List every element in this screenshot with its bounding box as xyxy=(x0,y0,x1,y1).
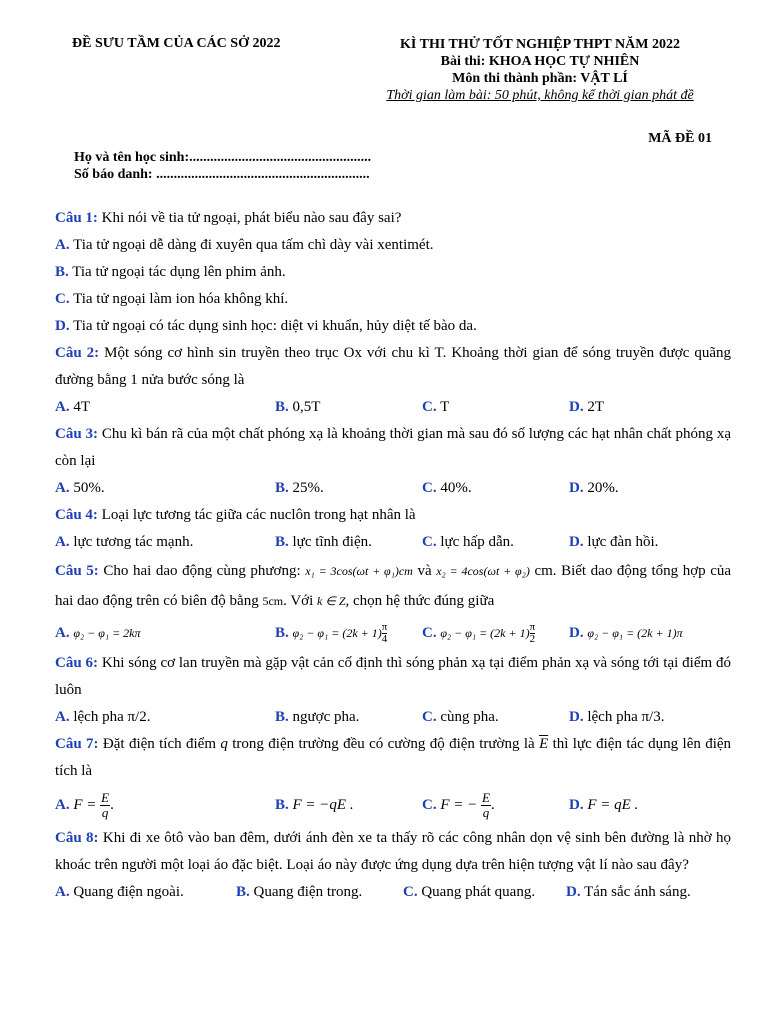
equation-x2: x₂ = 4cos(ωt + φ₂) xyxy=(436,564,530,578)
option: B. φ₂ − φ₁ = (2k + 1) $\frac{\pi}{4}$ xyxy=(275,621,388,646)
option: B. ngược pha. xyxy=(275,709,360,725)
option: C. Tia tử ngoại làm ion hóa không khí. xyxy=(55,291,289,307)
option: B. lực tĩnh điện. xyxy=(275,534,372,550)
student-name-line: Họ và tên học sinh:.................................................... xyxy=(74,150,372,165)
option: A. 50%. xyxy=(55,480,105,496)
questions-body xyxy=(55,205,731,906)
options-row xyxy=(55,785,731,825)
condition: k ∈ Z xyxy=(317,594,346,608)
option: D. lệch pha π/3. xyxy=(569,709,665,725)
question-6 xyxy=(55,650,731,704)
question-text: Chu kì bán rã của một chất phóng xạ là khoảng thời gian mà sau đó số lượng các hạt nhân chất phóng xạ còn lại xyxy=(55,426,732,469)
option: C. cùng pha. xyxy=(422,709,499,725)
question-text: Loại lực tương tác giữa các nuclôn trong hạt nhân là xyxy=(101,507,416,523)
question-5: Câu 5: Cho hai dao động cùng phương: x₁ = 3cos(ωt + φ₁)cm và x₂ = 4cos(ωt + φ₂) cm. Biết dao động tổng hợp của hai dao động trên có biên độ bằng 5cm. Với k ∈ Z, chọn hệ thức đúng giữa xyxy=(55,563,732,609)
equation-x1: x₁ = 3cos(ωt + φ₁)cm xyxy=(305,564,413,578)
options-row xyxy=(55,475,731,502)
question-8 xyxy=(55,825,731,879)
option: C. F = − $\frac{E}{q}$ . xyxy=(422,790,495,821)
options-row xyxy=(55,529,731,556)
option: D. φ₂ − φ₁ = (2k + 1)π xyxy=(569,625,683,641)
question-2 xyxy=(55,340,731,394)
question-3 xyxy=(55,421,731,475)
question-text: Khi đi xe ôtô vào ban đêm, dưới ánh đèn xe ta thấy rõ các công nhân dọn vệ sinh bên đường là nhờ họ khoác trên người một loại áo đặc biệt. Loại áo này được ứng dụng dựa trên hiện tượng vật lí nào sau đây? xyxy=(55,830,732,873)
option: A. F = $\frac{E}{q}$ . xyxy=(55,790,114,821)
question-label: Câu 3: xyxy=(55,426,98,442)
option: D. 20%. xyxy=(569,480,619,496)
question-1 xyxy=(55,205,731,232)
option: A. Tia tử ngoại dễ dàng đi xuyên qua tấm chì dày vài xentimét. xyxy=(55,237,434,253)
question-text: Khi nói về tia tử ngoại, phát biểu nào sau đây sai? xyxy=(101,210,402,226)
charge-symbol: q xyxy=(220,736,228,752)
student-id-line: Số báo danh: ............................................................. xyxy=(74,167,370,182)
question-7: Câu 7: Đặt điện tích điểm q trong điện trường đều có cường độ điện trường là $\overline{E}$ thì lực điện tác dụng lên điện tích là xyxy=(55,736,732,779)
source-heading: ĐỀ SƯU TẦM CỦA CÁC SỞ 2022 xyxy=(72,36,281,51)
question-label: Câu 7: xyxy=(55,736,99,752)
option: D. Tán sắc ánh sáng. xyxy=(566,884,691,900)
question-label: Câu 8: xyxy=(55,830,99,846)
option: D. 2T xyxy=(569,399,605,415)
options-row xyxy=(55,879,731,906)
exam-title: KÌ THI THỬ TỐT NGHIỆP THPT NĂM 2022 xyxy=(400,37,680,52)
option: C. lực hấp dẫn. xyxy=(422,534,514,550)
question-label: Câu 5: xyxy=(55,563,99,579)
question-4 xyxy=(55,502,731,529)
test-name: Bài thi: KHOA HỌC TỰ NHIÊN xyxy=(440,54,640,69)
student-info xyxy=(74,149,371,183)
question-text: Khi sóng cơ lan truyền mà gặp vật cản cố định thì sóng phản xạ tại điểm phản xạ và sóng tới tại điểm đó luôn xyxy=(55,655,732,698)
options-row xyxy=(55,394,731,421)
subject-name: Môn thi thành phần: VẬT LÍ xyxy=(452,71,628,86)
option: A. φ₂ − φ₁ = 2kπ xyxy=(55,625,141,641)
option: D. F = qE . xyxy=(569,797,639,813)
option: C. Quang phát quang. xyxy=(403,884,536,900)
option: B. 25%. xyxy=(275,480,324,496)
option: A. 4T xyxy=(55,399,91,415)
exam-heading-block xyxy=(360,36,720,104)
options-row xyxy=(55,616,731,650)
option: B. 0,5T xyxy=(275,399,321,415)
field-vector-symbol: $\overline{E}$ xyxy=(539,736,549,752)
option: B. Quang điện trong. xyxy=(236,884,363,900)
options-row xyxy=(55,704,731,731)
option: D. lực đàn hồi. xyxy=(569,534,659,550)
option: A. Quang điện ngoài. xyxy=(55,884,184,900)
option: C. 40%. xyxy=(422,480,472,496)
question-label: Câu 4: xyxy=(55,507,98,523)
option: B. Tia tử ngoại tác dụng lên phim ảnh. xyxy=(55,264,286,280)
option: C. φ₂ − φ₁ = (2k + 1) $\frac{\pi}{2}$ xyxy=(422,621,536,646)
question-label: Câu 2: xyxy=(55,345,100,361)
question-label: Câu 1: xyxy=(55,210,98,226)
time-note: Thời gian làm bài: 50 phút, không kể thời gian phát đề xyxy=(386,88,694,103)
amplitude: 5cm xyxy=(262,594,284,608)
option: A. lực tương tác mạnh. xyxy=(55,534,194,550)
option: D. Tia tử ngoại có tác dụng sinh học: diệt vi khuẩn, hủy diệt tế bào da. xyxy=(55,318,477,334)
option: C. T xyxy=(422,399,450,415)
question-text: Một sóng cơ hình sin truyền theo trục Ox với chu kì T. Khoảng thời gian để sóng truyền được quãng đường bằng 1 nửa bước sóng là xyxy=(55,345,732,388)
option: B. F = −qE . xyxy=(275,797,354,813)
exam-code: MÃ ĐỀ 01 xyxy=(648,131,712,146)
question-label: Câu 6: xyxy=(55,655,99,671)
option: A. lệch pha π/2. xyxy=(55,709,151,725)
